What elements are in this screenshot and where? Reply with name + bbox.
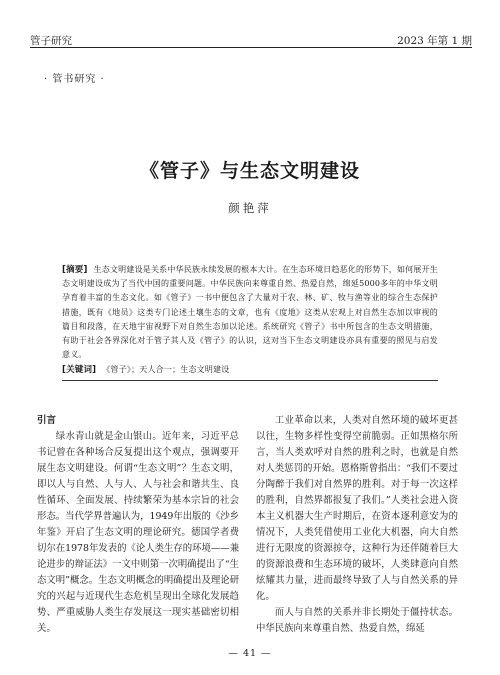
body-column-left <box>37 413 239 637</box>
header-rule <box>30 47 472 48</box>
abstract-rule <box>62 380 438 381</box>
keywords <box>62 363 438 377</box>
body-paragraph: 绿水青山就是金山银山。近年来，习近平总书记曾在各种场合反复提出这个观点，强调要开展生态文明建设。何谓“生态文明”？生态文明，即以人与自然、人与人、人与社会和谐共生、良性循环、全面发展、持续繁荣为基本宗旨的社会形态。当代学界普遍认为，1949年出版的《沙乡年鉴》开启了生态文明的理论研究。德国学者费切尔在1978年发表的《论人类生存的环境——兼论进步的辩证法》一文中则第一次明确提出了“生态文明”概念。生态文明概念的明确提出及理论研究的兴起与近现代生态危机呈现出全球化发展趋势、严重威胁人类生存发展这一现实基础密切相关。 <box>37 431 239 634</box>
running-header-issue: 2023 年第 1 期 <box>397 35 472 47</box>
article-author: 颜艳萍 <box>228 201 272 215</box>
section-heading-introduction: 引言 <box>37 415 57 426</box>
article-title: 《管子》与生态文明建设 <box>139 160 360 182</box>
keywords-label: [关键词] <box>62 365 97 376</box>
body-paragraph: 而人与自然的关系并非长期处于僵持状态。中华民族向来尊重自然、热爱自然，绵延 <box>256 607 458 634</box>
abstract-label: [摘要] <box>62 265 88 275</box>
abstract-text: 生态文明建设是关系中华民族永续发展的根本大计。在生态环境日趋恶化的形势下，如何展开生态文明建设成为了当代中国的重要问题。中华民族向来尊重自然、热爱自然，绵延5000多年的中华文明孕育着丰富的生态文化。如《管子》一书中便包含了大量对于农、林、矿、牧与渔等业的综合生态保护措施，既有《地员》这类专门论述土壤生态的文章，也有《度地》这类从宏观上对自然生态加以审视的篇目和段落，在天地宇宙视野下对自然生态加以论述。系统研究《管子》书中所包含的生态文明措施，有助于社会各界深化对于管子其人及《管子》的认识，这对当下生态文明建设亦具有重要的照见与启发意义。 <box>62 265 438 360</box>
abstract <box>62 263 438 362</box>
body-paragraph: 工业革命以来，人类对自然环境的破坏更甚以往，生物多样性变得空前脆弱。正如黑格尔所言，当人类欢呼对自然的胜利之时，也就是自然对人类惩罚的开始。恩格斯曾指出：“我们不要过分陶醉于我们对自然界的胜利。对于每一次这样的胜利，自然界都报复了我们。”人类社会进入资本主义机器大生产时期后，在资本逐利意安为的情况下，人类凭借使用工业化大机器，向大自然进行无限度的资源掠夺，这种行为还伴随着巨大的资源浪费和生态环境的破坏，人类肆意向自然炫耀其力量，进而最终导致了人与自然关系的异化。 <box>256 415 458 602</box>
body-column-right <box>256 413 458 637</box>
page-number: — 41 — <box>228 648 272 659</box>
abstract-block <box>62 263 438 378</box>
keywords-text: 《管子》；天人合一；生态文明建设 <box>102 365 230 375</box>
running-header-journal: 管子研究 <box>30 35 72 47</box>
column-tag: · 管书研究 · <box>44 74 105 85</box>
